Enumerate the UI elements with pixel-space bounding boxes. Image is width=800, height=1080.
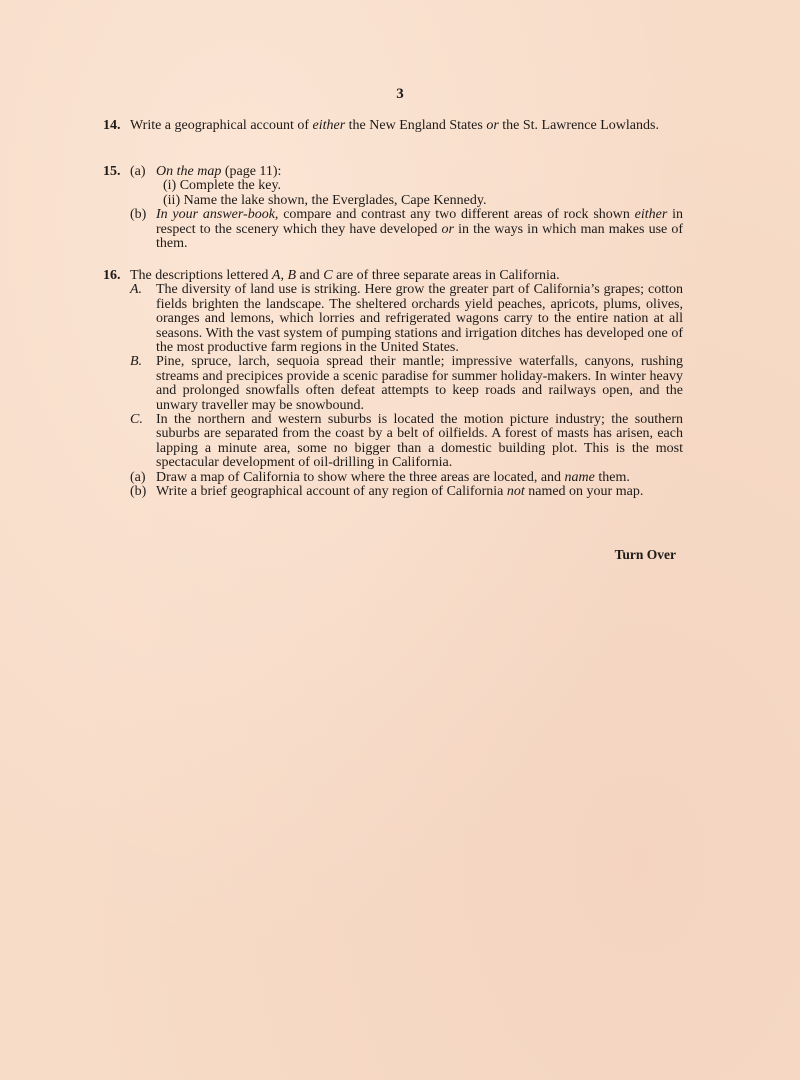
- question-text: Write a geographical account of either the New England States or the St. Lawrence Lowlands.: [130, 118, 659, 133]
- part-heading: On the map: [156, 164, 222, 179]
- part-label: (b): [130, 484, 147, 500]
- part-b: (b) Write a brief geographical account of any region of California not named on your map.: [130, 484, 644, 500]
- part-label: (b): [130, 207, 147, 223]
- description-label: B.: [130, 354, 143, 370]
- description-text: The diversity of land use is striking. Here grow the greater part of California’s grapes; cotton fields brighten the landscape. The sheltered orchards yield peaches, apricots, plums, olives, oranges and lemons, which lorries and refrigerated wagons carry to the entire nation at all seasons. With the vast system of pumping stations and irrigation ditches has developed one of the most productive farm regions in the United States.: [156, 282, 683, 356]
- part-b: (b) In your answer-book, compare and contrast any two different areas of rock shown either in respect to the scenery which they have developed or in the ways in which man makes use of them.: [130, 207, 684, 252]
- description-c: [130, 413, 683, 471]
- question-16: [103, 269, 683, 500]
- question-number: 16.: [103, 268, 121, 283]
- question-intro: The descriptions lettered A, B and C are of three separate areas in California.: [130, 268, 560, 283]
- question-number: 14.: [103, 118, 121, 133]
- description-b: [130, 355, 683, 413]
- question-15: [103, 165, 683, 251]
- part-label: (a): [130, 164, 146, 179]
- part-label: (a): [130, 469, 146, 485]
- description-label: C.: [130, 412, 143, 428]
- description-a: [130, 283, 683, 355]
- part-a: (a) On the map (page 11): (i) Complete the key. (ii) Name the lake shown, the Everglades, Cape Kennedy.: [130, 165, 683, 208]
- description-label: A.: [130, 282, 143, 298]
- part-a: (a) Draw a map of California to show where the three areas are located, and name them.: [130, 469, 630, 485]
- sub-item-i: (i) Complete the key.: [163, 178, 282, 194]
- question-number: 15.: [103, 164, 121, 179]
- page-number: 3: [396, 86, 404, 102]
- description-text: In the northern and western suburbs is located the motion picture industry; the southern suburbs are separated from the coast by a belt of oilfields. A forest of masts has arisen, each lapping a minute area, some no bigger than a domestic building plot. This is the most spectacular development of oil-drilling in California.: [156, 412, 683, 471]
- question-14: [103, 119, 683, 133]
- turn-over-label: Turn Over: [614, 547, 676, 562]
- description-text: Pine, spruce, larch, sequoia spread their mantle; impressive waterfalls, canyons, rushing streams and precipices provide a scenic paradise for summer holiday-makers. In winter heavy and prolonged snowfalls often defeat attempts to keep roads and railways open, and the unwary traveller may be snowbound.: [156, 354, 683, 413]
- sub-item-ii: (ii) Name the lake shown, the Everglades, Cape Kennedy.: [163, 192, 487, 208]
